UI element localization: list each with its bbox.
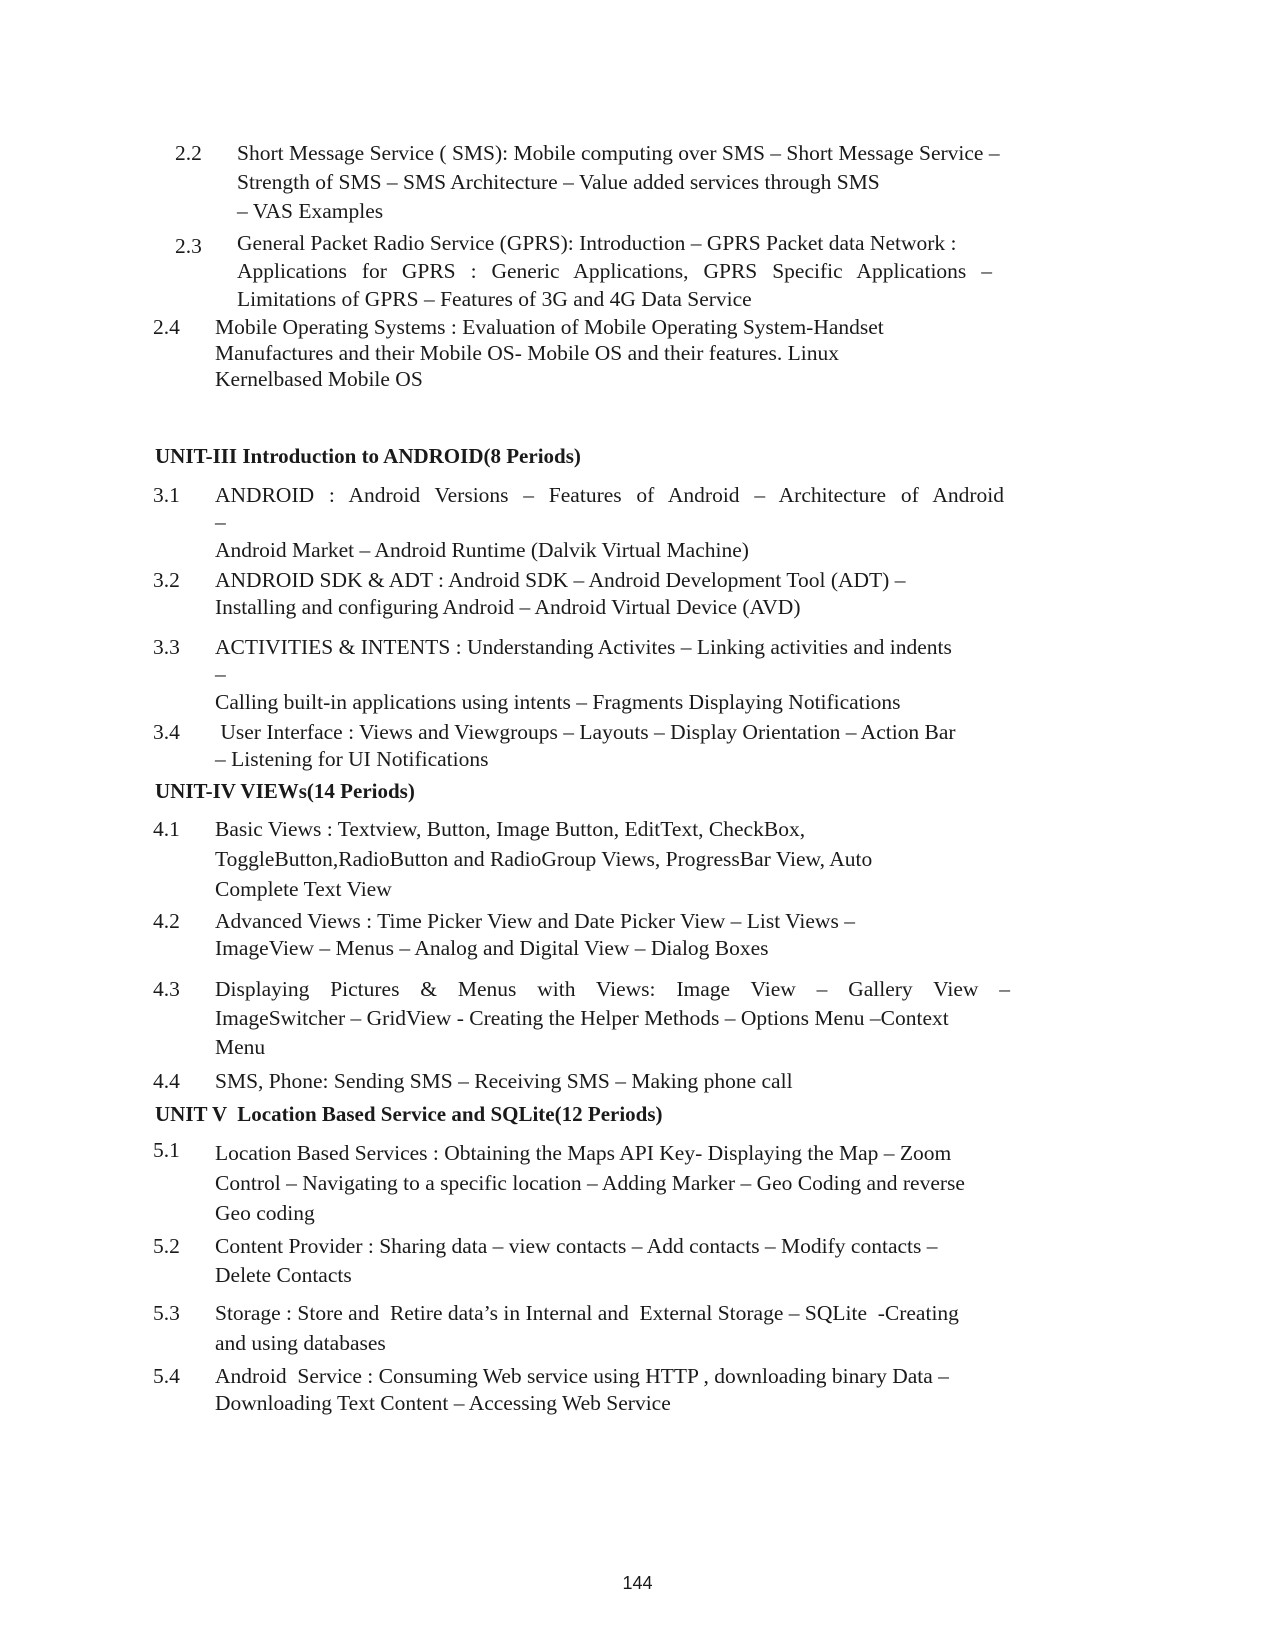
section-text-line: Calling built-in applications using intents – Fragments Displaying Notifications [215,690,901,714]
section-number: 2.4 [153,315,180,339]
section-text-line: – VAS Examples [237,199,384,223]
section-number: 3.2 [153,568,180,592]
section-text-line: Delete Contacts [215,1263,352,1287]
section-text-line: User Interface : Views and Viewgroups – Layouts – Display Orientation – Action Bar [215,720,956,744]
section-text-line: Strength of SMS – SMS Architecture – Value added services through SMS [237,170,880,194]
section-text-line: Displaying Pictures & Menus with Views: Image View – Gallery View – [215,977,1010,1001]
section-text-line: ImageView – Menus – Analog and Digital View – Dialog Boxes [215,936,769,960]
page-number: 144 [622,1573,653,1593]
section-text-line: Installing and configuring Android – Android Virtual Device (AVD) [215,595,801,619]
section-text-line: Limitations of GPRS – Features of 3G and 4G Data Service [237,287,752,311]
unit-heading: UNIT-IV VIEWs(14 Periods) [155,779,415,803]
section-text-line: SMS, Phone: Sending SMS – Receiving SMS – Making phone call [215,1069,793,1093]
section-number: 4.2 [153,909,180,933]
section-number: 5.4 [153,1364,180,1388]
section-text-line: – Listening for UI Notifications [215,747,489,771]
section-text-line: Manufactures and their Mobile OS- Mobile OS and their features. Linux [215,341,839,365]
section-text-line: Geo coding [215,1201,315,1225]
section-number: 5.3 [153,1301,180,1325]
section-text-line: Mobile Operating Systems : Evaluation of Mobile Operating System-Handset [215,315,884,339]
unit-heading: UNIT V Location Based Service and SQLite(12 Periods) [155,1102,663,1126]
section-text-line: Storage : Store and Retire data’s in Internal and External Storage – SQLite -Creating [215,1301,959,1325]
section-text-line: Menu [215,1035,266,1059]
section-number: 3.3 [153,635,180,659]
section-text-line: General Packet Radio Service (GPRS): Introduction – GPRS Packet data Network : [237,231,957,255]
section-number: 5.1 [153,1138,180,1162]
section-text-line: ANDROID : Android Versions – Features of Android – Architecture of Android [215,483,1004,507]
section-text-line: Basic Views : Textview, Button, Image Button, EditText, CheckBox, [215,817,806,841]
section-number: 2.2 [175,141,202,165]
section-text-line: Kernelbased Mobile OS [215,367,423,391]
section-text-line: Advanced Views : Time Picker View and Date Picker View – List Views – [215,909,855,933]
section-text-line: Location Based Services : Obtaining the Maps API Key- Displaying the Map – Zoom [215,1141,952,1165]
section-text-line: Short Message Service ( SMS): Mobile computing over SMS – Short Message Service – [237,141,1000,165]
section-text-line: ACTIVITIES & INTENTS : Understanding Activites – Linking activities and indents [215,635,952,659]
section-number: 5.2 [153,1234,180,1258]
section-text-line: Control – Navigating to a specific location – Adding Marker – Geo Coding and reverse [215,1171,965,1195]
section-text-line: and using databases [215,1331,386,1355]
section-number: 3.1 [153,483,180,507]
section-text-line: Applications for GPRS : Generic Applications, GPRS Specific Applications – [237,259,992,283]
section-text-line: ToggleButton,RadioButton and RadioGroup Views, ProgressBar View, Auto [215,847,873,871]
section-number: 3.4 [153,720,180,744]
section-number: 4.4 [153,1069,180,1093]
section-text-line: Content Provider : Sharing data – view contacts – Add contacts – Modify contacts – [215,1234,938,1258]
section-text-line: Complete Text View [215,877,392,901]
section-text-line: Downloading Text Content – Accessing Web Service [215,1391,671,1415]
section-text-line: – [215,662,226,686]
section-number: 4.1 [153,817,180,841]
section-text-line: ANDROID SDK & ADT : Android SDK – Android Development Tool (ADT) – [215,568,906,592]
section-text-line: ImageSwitcher – GridView - Creating the Helper Methods – Options Menu –Context [215,1006,949,1030]
section-number: 2.3 [175,234,202,258]
section-number: 4.3 [153,977,180,1001]
unit-heading: UNIT-III Introduction to ANDROID(8 Periods) [155,444,581,468]
section-text-line: Android Service : Consuming Web service using HTTP , downloading binary Data – [215,1364,949,1388]
section-text-line: Android Market – Android Runtime (Dalvik Virtual Machine) [215,538,749,562]
section-text-line: – [215,510,226,534]
